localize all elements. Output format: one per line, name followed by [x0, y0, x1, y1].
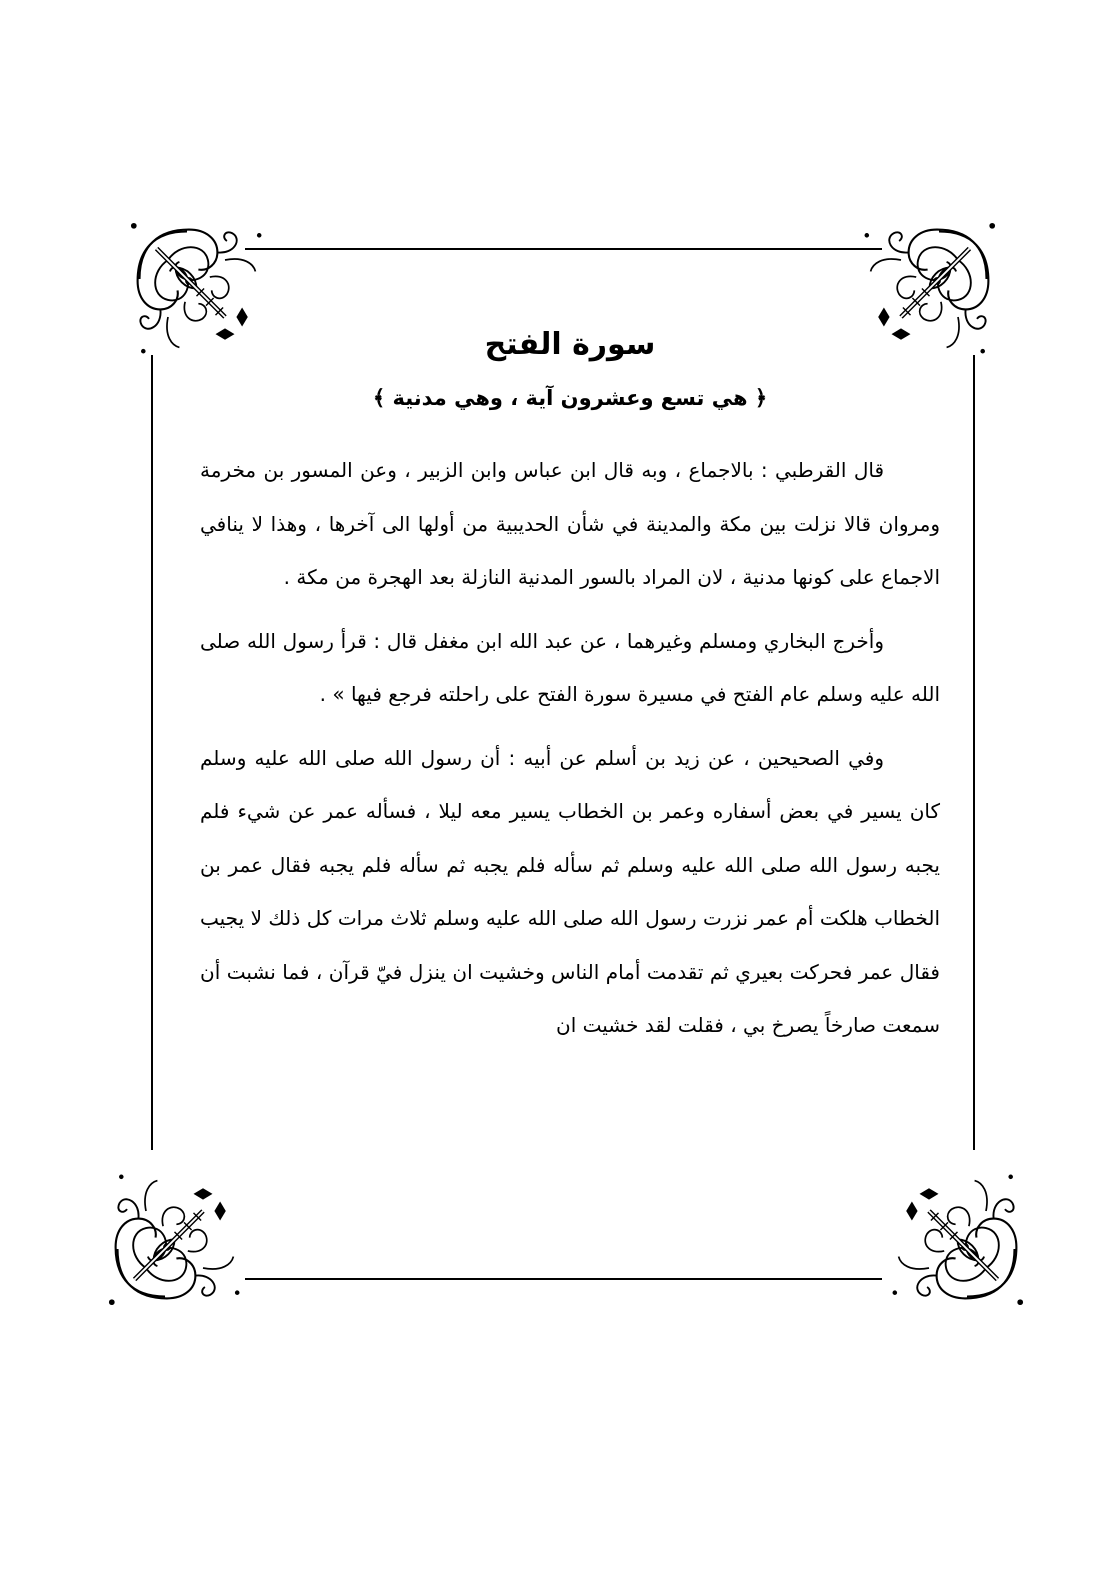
paragraph-1: قال القرطبي : بالاجماع ، وبه قال ابن عباس وابن الزبير ، وعن المسور بن مخرمة ومروان قالا نزلت بين مكة والمدينة في شأن الحديبية من أولها الى آخرها ، وهذا لا ينافي الاجماع على كونها مدنية ، لان المراد بالسور المدنية النازلة بعد الهجرة من مكة . [200, 458, 940, 589]
surah-subtitle: ﴿ هي تسع وعشرون آية ، وهي مدنية ﴾ [372, 386, 768, 410]
page-content [200, 318, 940, 1063]
corner-ornament-bottom-left [109, 1175, 240, 1306]
paragraph-3: وفي الصحيحين ، عن زيد بن أسلم عن أبيه : أن رسول الله صلى الله عليه وسلم كان يسير في بعض أسفاره وعمر بن الخطاب يسير معه ليلا ، فسأله عمر عن شيء فلم يجبه رسول الله صلى الله عليه وسلم ثم سأله فلم يجبه ثم سأله فلم يجبه فقال عمر بن الخطاب هلكت أم عمر نزرت رسول الله صلى الله عليه وسلم ثلاث مرات كل ذلك لا يجيب فقال عمر فحركت بعيري ثم تقدمت أمام الناس وخشيت ان ينزل فيّ قرآن ، فما نشبت أن سمعت صارخاً يصرخ بي ، فقلت لقد خشيت ان [200, 745, 940, 1037]
surah-title: سورة الفتح [484, 327, 656, 362]
corner-ornament-bottom-right [893, 1175, 1024, 1306]
paragraph-2: وأخرج البخاري ومسلم وغيرهما ، عن عبد الله ابن مغفل قال : قرأ رسول الله صلى الله عليه وسلم عام الفتح في مسيرة سورة الفتح على راحلته فرجع فيها » . [200, 628, 940, 706]
